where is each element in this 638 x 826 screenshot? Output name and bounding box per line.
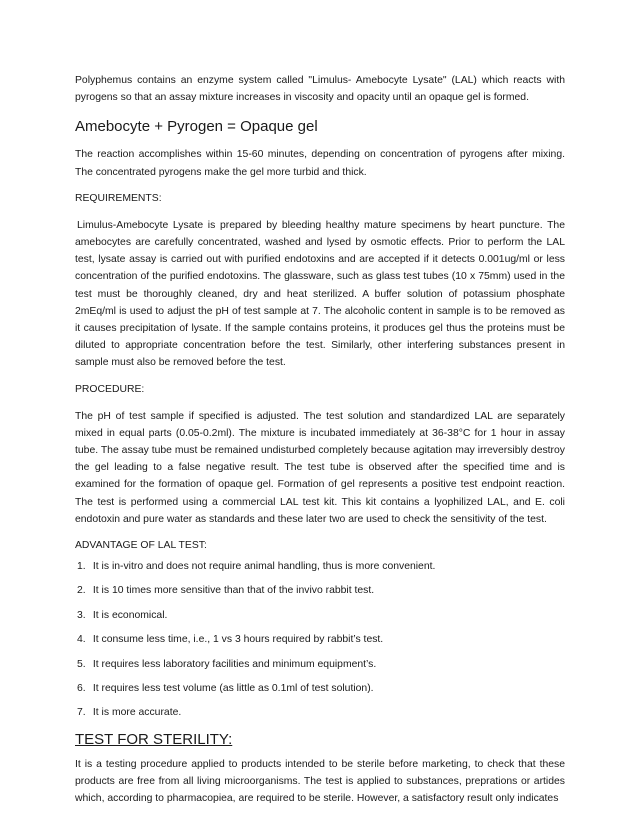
list-item: 1. It is in-vitro and does not require animal handling, thus is more convenient. bbox=[77, 561, 436, 573]
list-item: 4. It consume less time, i.e., 1 vs 3 hours required by rabbit’s test. bbox=[77, 634, 384, 646]
requirements-label: REQUIREMENTS: bbox=[75, 192, 162, 204]
requirements-paragraph: Limulus-Amebocyte Lysate is prepared by bleeding healthy mature specimens by heart puncture. The amebocytes are carefully concentrated, washed and lysed by osmotic effects. Prior to perform the LAL test, lysate assay is carried out with purified endotoxins and are accepted if it detects 0.001ug/ml or less concentration of the purified endotoxins. The glassware, such as glass test tubes (10 x 75mm) used in the test must be thoroughly cleaned, dry and heat sterilized. A buffer solution of potassium phosphate 2mEq/ml is used to adjust the pH of test sample at 7. The alcoholic content in sample is to be removed as it causes precipitation of lysate. If the sample contains proteins, it produces gel thus the proteins must be diluted to appropriate concentration before the test. Similarly, other interfering substances present in sample must also be removed before the test. bbox=[75, 219, 565, 369]
list-item: 2. It is 10 times more sensitive than that of the invivo rabbit test. bbox=[77, 585, 375, 597]
list-item: 3. It is economical. bbox=[77, 609, 168, 621]
advantages-list bbox=[75, 559, 565, 720]
list-item: 5. It requires less laboratory facilities and minimum equipment’s. bbox=[77, 658, 377, 670]
list-item: 6. It requires less test volume (as little as 0.1ml of test solution). bbox=[77, 683, 374, 695]
procedure-label: PROCEDURE: bbox=[75, 383, 145, 395]
document-page bbox=[75, 72, 565, 807]
reaction-equation: Amebocyte + Pyrogen = Opaque gel bbox=[75, 118, 318, 136]
sterility-paragraph: It is a testing procedure applied to products intended to be sterile before marketing, to check that these products are free from all living microorganisms. The test is applied to substances, preprations or artides which, according to pharmacopiea, are required to be sterile. However, a satisfactory result only indicates bbox=[75, 758, 565, 805]
list-item: 7. It is more accurate. bbox=[77, 707, 182, 719]
intro-paragraph: Polyphemus contains an enzyme system called "Limulus- Amebocyte Lysate" (LAL) which reacts with pyrogens so that an assay mixture increases in viscosity and opacity until an opaque gel is formed. bbox=[75, 75, 565, 104]
procedure-paragraph: The pH of test sample if specified is adjusted. The test solution and standardized LAL are separately mixed in equal parts (0.05-0.2ml). The mixture is incubated immediately at 36-38°C for 1 hour in assay tube. The assay tube must be remained undisturbed completely because agitation may irreversibly destroy the gel leading to a false negative result. The test tube is observed after the specified time and is examined for the formation of opaque gel. Formation of gel represents a positive test endpoint reaction. The test is performed using a commercial LAL test kit. This kit contains a lyophilized LAL, and E. coli endotoxin and pure water as standards and these later two are used to check the sensitivity of the test. bbox=[75, 410, 565, 525]
sterility-section-title: TEST FOR STERILITY: bbox=[75, 730, 233, 748]
advantage-label: ADVANTAGE OF LAL TEST: bbox=[75, 540, 207, 552]
reaction-paragraph: The reaction accomplishes within 15-60 minutes, depending on concentration of pyrogens after mixing. The concentrated pyrogens make the gel more turbid and thick. bbox=[75, 149, 565, 178]
